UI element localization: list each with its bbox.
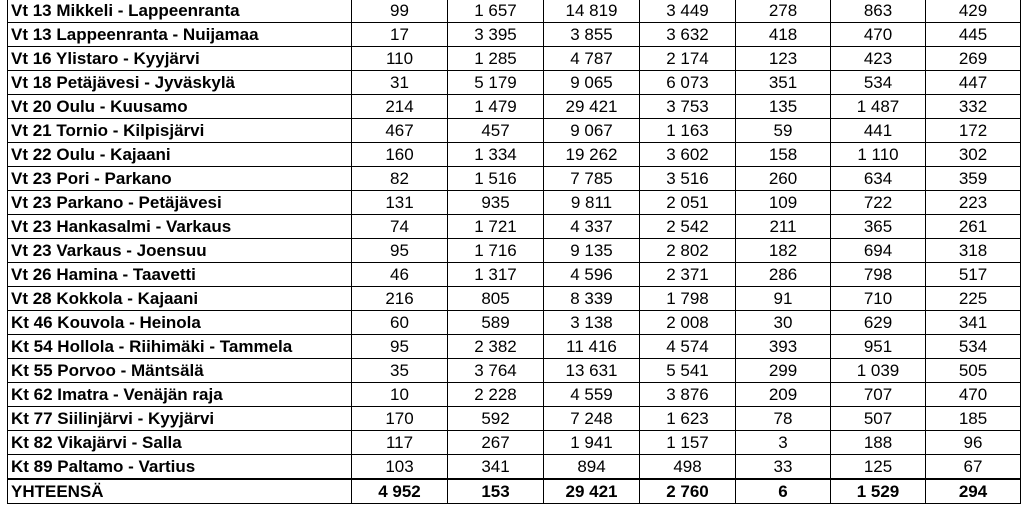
road-section-name: Vt 23 Parkano - Petäjävesi (8, 191, 352, 215)
value-cell-1: 214 (352, 95, 448, 119)
road-traffic-table (7, 0, 1021, 504)
road-section-name: Vt 20 Oulu - Kuusamo (8, 95, 352, 119)
value-cell-7: 96 (926, 431, 1021, 455)
table-row (8, 167, 1021, 191)
value-cell-4: 2 174 (640, 47, 736, 71)
table-row (8, 431, 1021, 455)
road-section-name: Kt 82 Vikajärvi - Salla (8, 431, 352, 455)
value-cell-1: 117 (352, 431, 448, 455)
road-section-name: Vt 23 Pori - Parkano (8, 167, 352, 191)
value-cell-5: 135 (736, 95, 831, 119)
road-section-name: Vt 22 Oulu - Kajaani (8, 143, 352, 167)
road-section-name: Kt 54 Hollola - Riihimäki - Tammela (8, 335, 352, 359)
value-cell-1: 131 (352, 191, 448, 215)
value-cell-6: 707 (831, 383, 926, 407)
value-cell-6: 863 (831, 0, 926, 23)
value-cell-7: 223 (926, 191, 1021, 215)
value-cell-2: 1 479 (448, 95, 544, 119)
value-cell-6: 1 487 (831, 95, 926, 119)
value-cell-6: 441 (831, 119, 926, 143)
value-cell-2: 457 (448, 119, 544, 143)
table-body (8, 0, 1021, 504)
total-value-2: 153 (448, 479, 544, 504)
value-cell-6: 710 (831, 287, 926, 311)
value-cell-1: 99 (352, 0, 448, 23)
value-cell-5: 299 (736, 359, 831, 383)
value-cell-4: 2 802 (640, 239, 736, 263)
value-cell-1: 216 (352, 287, 448, 311)
value-cell-5: 278 (736, 0, 831, 23)
total-value-1: 4 952 (352, 479, 448, 504)
value-cell-4: 1 623 (640, 407, 736, 431)
value-cell-5: 78 (736, 407, 831, 431)
value-cell-3: 29 421 (544, 95, 640, 119)
value-cell-4: 4 574 (640, 335, 736, 359)
road-section-name: Vt 13 Mikkeli - Lappeenranta (8, 0, 352, 23)
value-cell-1: 35 (352, 359, 448, 383)
value-cell-1: 74 (352, 215, 448, 239)
value-cell-1: 46 (352, 263, 448, 287)
value-cell-1: 95 (352, 239, 448, 263)
total-value-7: 294 (926, 479, 1021, 504)
value-cell-3: 9 811 (544, 191, 640, 215)
value-cell-1: 170 (352, 407, 448, 431)
value-cell-5: 109 (736, 191, 831, 215)
road-section-name: Vt 26 Hamina - Taavetti (8, 263, 352, 287)
table-row (8, 335, 1021, 359)
value-cell-1: 160 (352, 143, 448, 167)
value-cell-3: 4 596 (544, 263, 640, 287)
table-row (8, 0, 1021, 23)
table-row (8, 215, 1021, 239)
road-section-name: Kt 62 Imatra - Venäjän raja (8, 383, 352, 407)
value-cell-7: 505 (926, 359, 1021, 383)
value-cell-7: 67 (926, 455, 1021, 480)
value-cell-3: 9 135 (544, 239, 640, 263)
value-cell-6: 629 (831, 311, 926, 335)
value-cell-7: 302 (926, 143, 1021, 167)
value-cell-3: 4 559 (544, 383, 640, 407)
value-cell-6: 694 (831, 239, 926, 263)
road-section-name: Vt 23 Varkaus - Joensuu (8, 239, 352, 263)
table-row (8, 287, 1021, 311)
value-cell-4: 3 449 (640, 0, 736, 23)
road-section-name: Vt 21 Tornio - Kilpisjärvi (8, 119, 352, 143)
total-row (8, 479, 1021, 504)
value-cell-6: 365 (831, 215, 926, 239)
value-cell-2: 1 657 (448, 0, 544, 23)
value-cell-7: 447 (926, 71, 1021, 95)
value-cell-5: 158 (736, 143, 831, 167)
value-cell-4: 6 073 (640, 71, 736, 95)
value-cell-3: 8 339 (544, 287, 640, 311)
value-cell-4: 1 163 (640, 119, 736, 143)
road-section-name: Vt 13 Lappeenranta - Nuijamaa (8, 23, 352, 47)
value-cell-5: 91 (736, 287, 831, 311)
value-cell-3: 9 067 (544, 119, 640, 143)
value-cell-3: 1 941 (544, 431, 640, 455)
value-cell-7: 172 (926, 119, 1021, 143)
value-cell-4: 2 371 (640, 263, 736, 287)
value-cell-6: 1 039 (831, 359, 926, 383)
value-cell-3: 7 785 (544, 167, 640, 191)
table-row (8, 407, 1021, 431)
value-cell-6: 951 (831, 335, 926, 359)
total-value-6: 1 529 (831, 479, 926, 504)
value-cell-5: 59 (736, 119, 831, 143)
value-cell-6: 534 (831, 71, 926, 95)
value-cell-5: 30 (736, 311, 831, 335)
value-cell-3: 7 248 (544, 407, 640, 431)
value-cell-2: 1 285 (448, 47, 544, 71)
value-cell-7: 332 (926, 95, 1021, 119)
value-cell-4: 3 753 (640, 95, 736, 119)
value-cell-5: 209 (736, 383, 831, 407)
value-cell-6: 423 (831, 47, 926, 71)
value-cell-6: 507 (831, 407, 926, 431)
value-cell-1: 467 (352, 119, 448, 143)
value-cell-2: 1 516 (448, 167, 544, 191)
value-cell-4: 3 876 (640, 383, 736, 407)
table-row (8, 95, 1021, 119)
table-row (8, 23, 1021, 47)
value-cell-1: 10 (352, 383, 448, 407)
value-cell-2: 935 (448, 191, 544, 215)
total-value-5: 6 (736, 479, 831, 504)
value-cell-7: 517 (926, 263, 1021, 287)
value-cell-5: 286 (736, 263, 831, 287)
value-cell-2: 1 716 (448, 239, 544, 263)
value-cell-6: 798 (831, 263, 926, 287)
value-cell-2: 3 764 (448, 359, 544, 383)
value-cell-3: 19 262 (544, 143, 640, 167)
value-cell-7: 470 (926, 383, 1021, 407)
value-cell-2: 5 179 (448, 71, 544, 95)
value-cell-6: 634 (831, 167, 926, 191)
value-cell-1: 17 (352, 23, 448, 47)
value-cell-5: 3 (736, 431, 831, 455)
value-cell-2: 805 (448, 287, 544, 311)
table-row (8, 311, 1021, 335)
value-cell-7: 261 (926, 215, 1021, 239)
table-row (8, 359, 1021, 383)
value-cell-7: 225 (926, 287, 1021, 311)
value-cell-2: 1 317 (448, 263, 544, 287)
road-section-name: Vt 28 Kokkola - Kajaani (8, 287, 352, 311)
value-cell-3: 3 138 (544, 311, 640, 335)
traffic-table-container (7, 0, 1021, 504)
table-row (8, 455, 1021, 480)
value-cell-4: 2 051 (640, 191, 736, 215)
value-cell-1: 103 (352, 455, 448, 480)
value-cell-4: 3 632 (640, 23, 736, 47)
value-cell-2: 267 (448, 431, 544, 455)
value-cell-3: 11 416 (544, 335, 640, 359)
road-section-name: Vt 23 Hankasalmi - Varkaus (8, 215, 352, 239)
value-cell-2: 1 721 (448, 215, 544, 239)
road-section-name: Vt 16 Ylistaro - Kyyjärvi (8, 47, 352, 71)
table-row (8, 119, 1021, 143)
table-row (8, 191, 1021, 215)
table-row (8, 383, 1021, 407)
road-section-name: Vt 18 Petäjävesi - Jyväskylä (8, 71, 352, 95)
value-cell-1: 31 (352, 71, 448, 95)
table-row (8, 143, 1021, 167)
value-cell-3: 4 787 (544, 47, 640, 71)
table-row (8, 263, 1021, 287)
value-cell-3: 3 855 (544, 23, 640, 47)
value-cell-7: 359 (926, 167, 1021, 191)
value-cell-6: 188 (831, 431, 926, 455)
value-cell-4: 1 157 (640, 431, 736, 455)
value-cell-5: 182 (736, 239, 831, 263)
total-value-4: 2 760 (640, 479, 736, 504)
value-cell-3: 4 337 (544, 215, 640, 239)
value-cell-7: 185 (926, 407, 1021, 431)
value-cell-7: 318 (926, 239, 1021, 263)
table-row (8, 71, 1021, 95)
value-cell-4: 498 (640, 455, 736, 480)
value-cell-7: 534 (926, 335, 1021, 359)
value-cell-7: 341 (926, 311, 1021, 335)
road-section-name: Kt 77 Siilinjärvi - Kyyjärvi (8, 407, 352, 431)
value-cell-5: 211 (736, 215, 831, 239)
table-row (8, 239, 1021, 263)
value-cell-5: 418 (736, 23, 831, 47)
value-cell-6: 125 (831, 455, 926, 480)
value-cell-1: 110 (352, 47, 448, 71)
value-cell-3: 894 (544, 455, 640, 480)
road-section-name: Kt 46 Kouvola - Heinola (8, 311, 352, 335)
value-cell-2: 1 334 (448, 143, 544, 167)
value-cell-1: 60 (352, 311, 448, 335)
value-cell-5: 33 (736, 455, 831, 480)
value-cell-2: 589 (448, 311, 544, 335)
table-row (8, 47, 1021, 71)
value-cell-7: 269 (926, 47, 1021, 71)
value-cell-2: 341 (448, 455, 544, 480)
total-value-3: 29 421 (544, 479, 640, 504)
value-cell-3: 9 065 (544, 71, 640, 95)
value-cell-4: 2 008 (640, 311, 736, 335)
value-cell-4: 1 798 (640, 287, 736, 311)
value-cell-4: 3 516 (640, 167, 736, 191)
value-cell-2: 3 395 (448, 23, 544, 47)
value-cell-7: 429 (926, 0, 1021, 23)
value-cell-2: 2 228 (448, 383, 544, 407)
value-cell-5: 393 (736, 335, 831, 359)
value-cell-6: 722 (831, 191, 926, 215)
value-cell-3: 14 819 (544, 0, 640, 23)
value-cell-4: 3 602 (640, 143, 736, 167)
value-cell-1: 95 (352, 335, 448, 359)
road-section-name: Kt 55 Porvoo - Mäntsälä (8, 359, 352, 383)
value-cell-5: 260 (736, 167, 831, 191)
value-cell-5: 351 (736, 71, 831, 95)
value-cell-7: 445 (926, 23, 1021, 47)
value-cell-2: 592 (448, 407, 544, 431)
value-cell-1: 82 (352, 167, 448, 191)
road-section-name: Kt 89 Paltamo - Vartius (8, 455, 352, 480)
value-cell-3: 13 631 (544, 359, 640, 383)
value-cell-2: 2 382 (448, 335, 544, 359)
value-cell-5: 123 (736, 47, 831, 71)
value-cell-6: 1 110 (831, 143, 926, 167)
value-cell-4: 5 541 (640, 359, 736, 383)
value-cell-6: 470 (831, 23, 926, 47)
value-cell-4: 2 542 (640, 215, 736, 239)
total-label: YHTEENSÄ (8, 479, 352, 504)
